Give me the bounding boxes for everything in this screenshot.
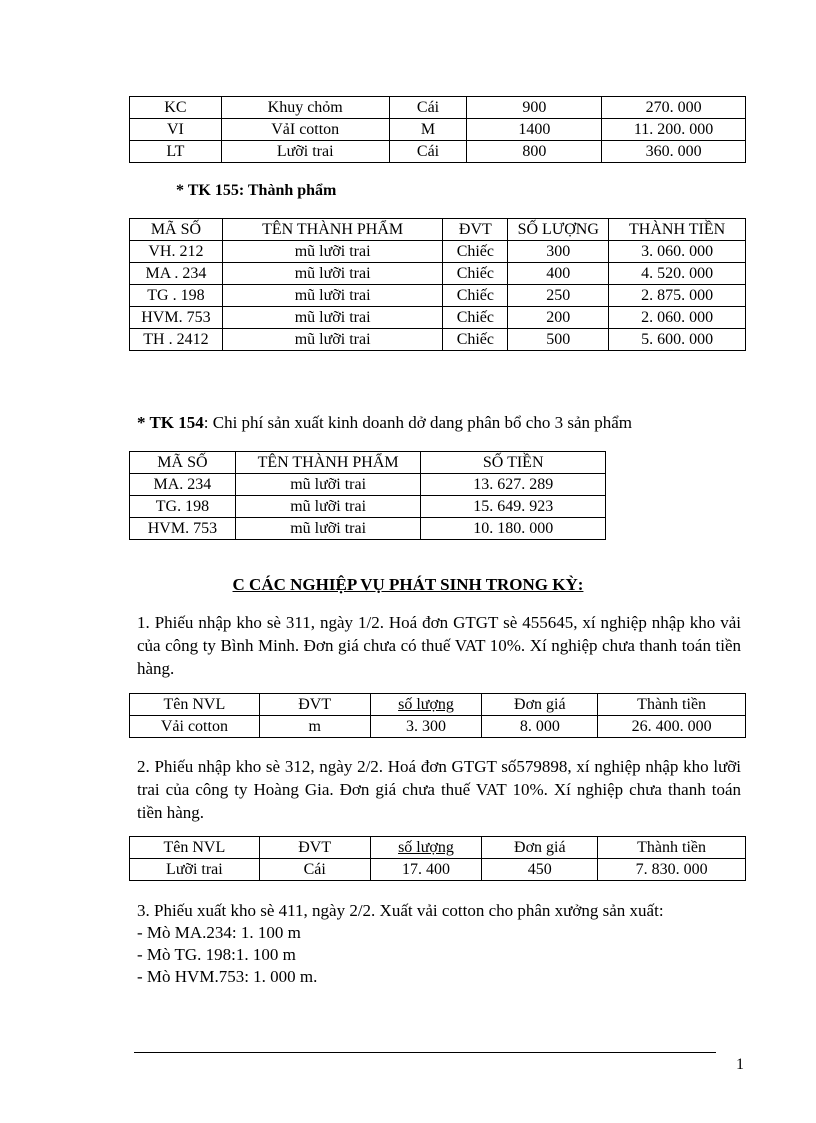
cell: Cái	[389, 141, 467, 163]
cell: 4. 520. 000	[609, 263, 746, 285]
tk154-heading-text: : Chi phí sản xuất kinh doanh dở dang phân bổ cho 3 sản phẩm	[203, 413, 633, 432]
cell: KC	[130, 97, 222, 119]
cell: 1400	[467, 119, 602, 141]
column-header: TÊN THÀNH PHẨM	[222, 219, 443, 241]
column-header: THÀNH TIỀN	[609, 219, 746, 241]
table-row	[130, 119, 746, 141]
page-number: 1	[736, 1056, 744, 1073]
cell: 400	[508, 263, 609, 285]
column-header: ĐVT	[259, 694, 370, 716]
column-header: TÊN THÀNH PHẨM	[235, 452, 421, 474]
cell: 7. 830. 000	[598, 859, 746, 881]
cell: 11. 200. 000	[602, 119, 746, 141]
cell: Vải cotton	[130, 716, 260, 738]
cell: HVM. 753	[130, 307, 223, 329]
cell: 250	[508, 285, 609, 307]
cell: 5. 600. 000	[609, 329, 746, 351]
tk155-heading: * TK 155: Thành phẩm	[176, 182, 337, 199]
table-row	[130, 141, 746, 163]
column-header: Đơn giá	[482, 837, 598, 859]
cell: 2. 060. 000	[609, 307, 746, 329]
cell: 10. 180. 000	[421, 518, 606, 540]
table-row	[130, 285, 746, 307]
table-header-row	[130, 694, 746, 716]
column-header: Tên NVL	[130, 837, 260, 859]
cell: 13. 627. 289	[421, 474, 606, 496]
table-row	[130, 474, 606, 496]
op2-table	[129, 836, 746, 881]
cell: 2. 875. 000	[609, 285, 746, 307]
cell: mũ lưỡi trai	[222, 241, 443, 263]
op3-block	[137, 900, 747, 988]
cell: mũ lưỡi trai	[235, 518, 421, 540]
op3-paragraph: 3. Phiếu xuất kho sè 411, ngày 2/2. Xuất vải cotton cho phân xưởng sản xuất:	[137, 901, 664, 920]
list-item: - Mò TG. 198:1. 100 m	[137, 945, 296, 964]
cell: TG . 198	[130, 285, 223, 307]
table-row	[130, 329, 746, 351]
table-row	[130, 307, 746, 329]
table-row	[130, 263, 746, 285]
table-header-row	[130, 837, 746, 859]
cell: VH. 212	[130, 241, 223, 263]
cell: MA. 234	[130, 474, 236, 496]
column-header: SỐ LƯỢNG	[508, 219, 609, 241]
cell: mũ lưỡi trai	[222, 329, 443, 351]
column-header: Thành tiền	[598, 837, 746, 859]
cell: Lưỡi trai	[130, 859, 260, 881]
cell: 8. 000	[482, 716, 598, 738]
column-header: số lượng	[370, 694, 482, 716]
column-header: MÃ SỐ	[130, 452, 236, 474]
materials-table-top	[129, 96, 746, 163]
cell: Lưỡi trai	[221, 141, 389, 163]
cell: 270. 000	[602, 97, 746, 119]
cell: Cái	[389, 97, 467, 119]
table-row	[130, 241, 746, 263]
list-item: - Mò HVM.753: 1. 000 m.	[137, 967, 318, 986]
cell: VảI cotton	[221, 119, 389, 141]
cell: Chiếc	[443, 307, 508, 329]
cell: LT	[130, 141, 222, 163]
cell: m	[259, 716, 370, 738]
tk154-table	[129, 451, 606, 540]
cell: 800	[467, 141, 602, 163]
cell: 3. 300	[370, 716, 482, 738]
tk154-heading-bold: * TK 154	[137, 413, 204, 432]
cell: Chiếc	[443, 329, 508, 351]
op2-paragraph: 2. Phiếu nhập kho sè 312, ngày 2/2. Hoá đơn GTGT số579898, xí nghiệp nhập kho lưỡi trai của công ty Hoàng Gia. Đơn giá chưa thuế VAT 10%. Xí nghiệp chưa thanh toán tiền hàng.	[137, 757, 741, 822]
cell: 900	[467, 97, 602, 119]
cell: mũ lưỡi trai	[235, 474, 421, 496]
column-header: SỐ TIỀN	[421, 452, 606, 474]
cell: 200	[508, 307, 609, 329]
cell: mũ lưỡi trai	[222, 263, 443, 285]
cell: M	[389, 119, 467, 141]
list-item: - Mò MA.234: 1. 100 m	[137, 923, 301, 942]
cell: mũ lưỡi trai	[222, 307, 443, 329]
table-row	[130, 496, 606, 518]
tk155-table	[129, 218, 746, 351]
cell: 17. 400	[370, 859, 482, 881]
table-row	[130, 518, 606, 540]
cell: HVM. 753	[130, 518, 236, 540]
cell: 360. 000	[602, 141, 746, 163]
column-header: ĐVT	[259, 837, 370, 859]
column-header: MÃ SỐ	[130, 219, 223, 241]
op1-table	[129, 693, 746, 738]
cell: MA . 234	[130, 263, 223, 285]
tk154-heading	[137, 413, 632, 433]
cell: TG. 198	[130, 496, 236, 518]
cell: mũ lưỡi trai	[235, 496, 421, 518]
cell: 26. 400. 000	[598, 716, 746, 738]
cell: 300	[508, 241, 609, 263]
cell: Cái	[259, 859, 370, 881]
cell: Chiếc	[443, 263, 508, 285]
column-header: ĐVT	[443, 219, 508, 241]
op1-paragraph: 1. Phiếu nhập kho sè 311, ngày 1/2. Hoá đơn GTGT sè 455645, xí nghiệp nhập kho vải của công ty Bình Minh. Đơn giá chưa có thuế VAT 10%. Xí nghiệp chưa thanh toán tiền hàng.	[137, 613, 741, 678]
column-header: Thành tiền	[598, 694, 746, 716]
cell: 450	[482, 859, 598, 881]
cell: Chiếc	[443, 241, 508, 263]
cell: 15. 649. 923	[421, 496, 606, 518]
footer-divider	[134, 1052, 716, 1053]
table-row	[130, 716, 746, 738]
table-header-row	[130, 219, 746, 241]
cell: 500	[508, 329, 609, 351]
table-row	[130, 97, 746, 119]
table-row	[130, 859, 746, 881]
column-header: Tên NVL	[130, 694, 260, 716]
cell: 3. 060. 000	[609, 241, 746, 263]
cell: Chiếc	[443, 285, 508, 307]
column-header: Đơn giá	[482, 694, 598, 716]
cell: Khuy chỏm	[221, 97, 389, 119]
table-header-row	[130, 452, 606, 474]
column-header: số lượng	[370, 837, 482, 859]
section-c-title: C CÁC NGHIỆP VỤ PHÁT SINH TRONG KỲ:	[232, 575, 584, 594]
cell: TH . 2412	[130, 329, 223, 351]
cell: VI	[130, 119, 222, 141]
cell: mũ lưỡi trai	[222, 285, 443, 307]
